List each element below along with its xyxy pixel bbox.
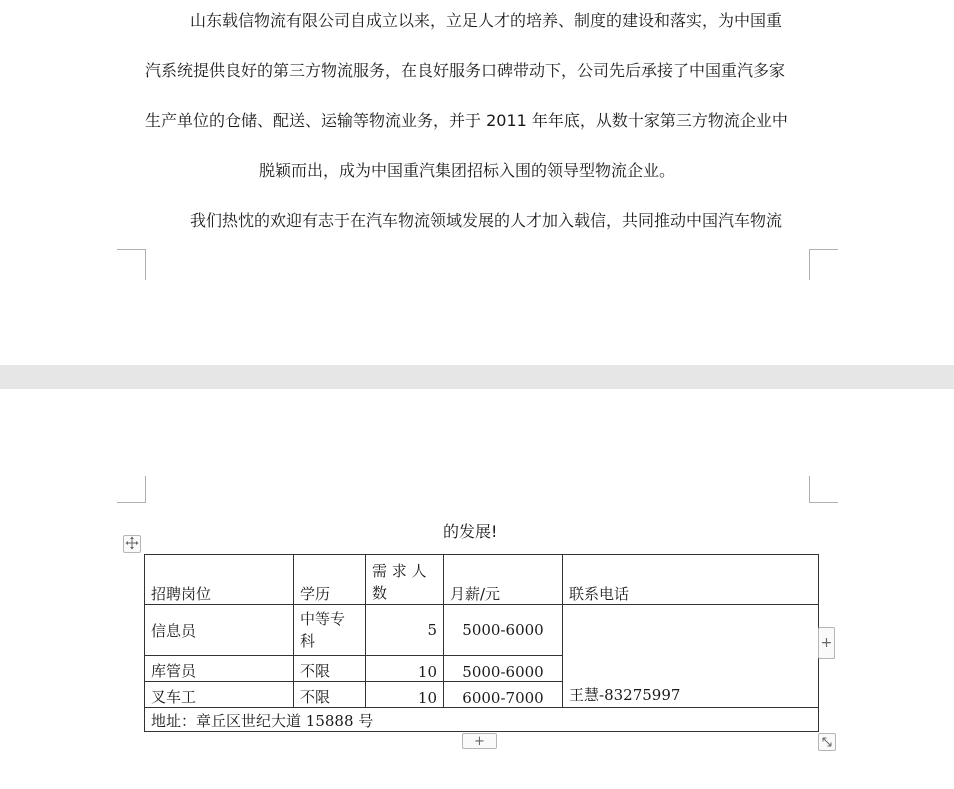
- cell-education[interactable]: 不限: [294, 656, 366, 682]
- table-header-row: [145, 555, 819, 605]
- paragraph-line[interactable]: 的发展!: [443, 522, 498, 541]
- recruitment-table[interactable]: [144, 554, 819, 732]
- table-resize-handle[interactable]: [818, 733, 836, 751]
- move-icon: [125, 535, 139, 554]
- cell-address[interactable]: 地址：章丘区世纪大道 15888 号: [145, 708, 819, 732]
- cell-contact[interactable]: 王慧-83275997: [563, 605, 819, 708]
- paragraph-line[interactable]: 脱颖而出，成为中国重汽集团招标入围的领导型物流企业。: [259, 161, 676, 180]
- paragraph-line[interactable]: 生产单位的仓储、配送、运输等物流业务，并于 2011 年年底，从数十家第三方物流企业中: [145, 111, 788, 130]
- document-page-1: [0, 0, 954, 365]
- header-count[interactable]: [366, 555, 444, 605]
- header-count-line1: 需 求 人: [372, 562, 427, 580]
- margin-corner-top-right: [809, 476, 838, 503]
- cell-salary[interactable]: 5000-6000: [444, 605, 563, 656]
- header-position[interactable]: 招聘岗位: [145, 555, 294, 605]
- add-row-button[interactable]: [462, 733, 497, 749]
- resize-icon: [821, 733, 833, 752]
- cell-position[interactable]: 信息员: [145, 605, 294, 656]
- margin-corner-bottom-left: [117, 249, 146, 280]
- margin-corner-top-left: [117, 476, 146, 503]
- cell-education-line1: 中等专: [300, 610, 346, 628]
- cell-education[interactable]: 不限: [294, 682, 366, 708]
- table-row: [145, 605, 819, 656]
- header-count-line2: 数: [372, 584, 388, 602]
- margin-corner-bottom-right: [809, 249, 838, 280]
- header-contact[interactable]: 联系电话: [563, 555, 819, 605]
- cell-education-line2: 科: [300, 632, 316, 650]
- plus-icon: +: [820, 635, 833, 651]
- cell-salary[interactable]: 5000-6000: [444, 656, 563, 682]
- paragraph-line[interactable]: 山东载信物流有限公司自成立以来，立足人才的培养、制度的建设和落实，为中国重: [190, 11, 783, 30]
- paragraph-line[interactable]: 我们热忱的欢迎有志于在汽车物流领域发展的人才加入载信，共同推动中国汽车物流: [190, 211, 783, 230]
- cell-count[interactable]: 10: [366, 656, 444, 682]
- plus-icon: +: [474, 733, 485, 749]
- cell-salary[interactable]: 6000-7000: [444, 682, 563, 708]
- cell-education[interactable]: [294, 605, 366, 656]
- header-salary[interactable]: 月薪/元: [444, 555, 563, 605]
- table-move-handle[interactable]: [123, 535, 141, 553]
- cell-position[interactable]: 叉车工: [145, 682, 294, 708]
- paragraph-line[interactable]: 汽系统提供良好的第三方物流服务，在良好服务口碑带动下，公司先后承接了中国重汽多家: [145, 61, 786, 80]
- cell-position[interactable]: 库管员: [145, 656, 294, 682]
- header-education[interactable]: 学历: [294, 555, 366, 605]
- cell-count[interactable]: 10: [366, 682, 444, 708]
- add-column-button[interactable]: [818, 627, 835, 659]
- cell-count[interactable]: 5: [366, 605, 444, 656]
- table-address-row: [145, 708, 819, 732]
